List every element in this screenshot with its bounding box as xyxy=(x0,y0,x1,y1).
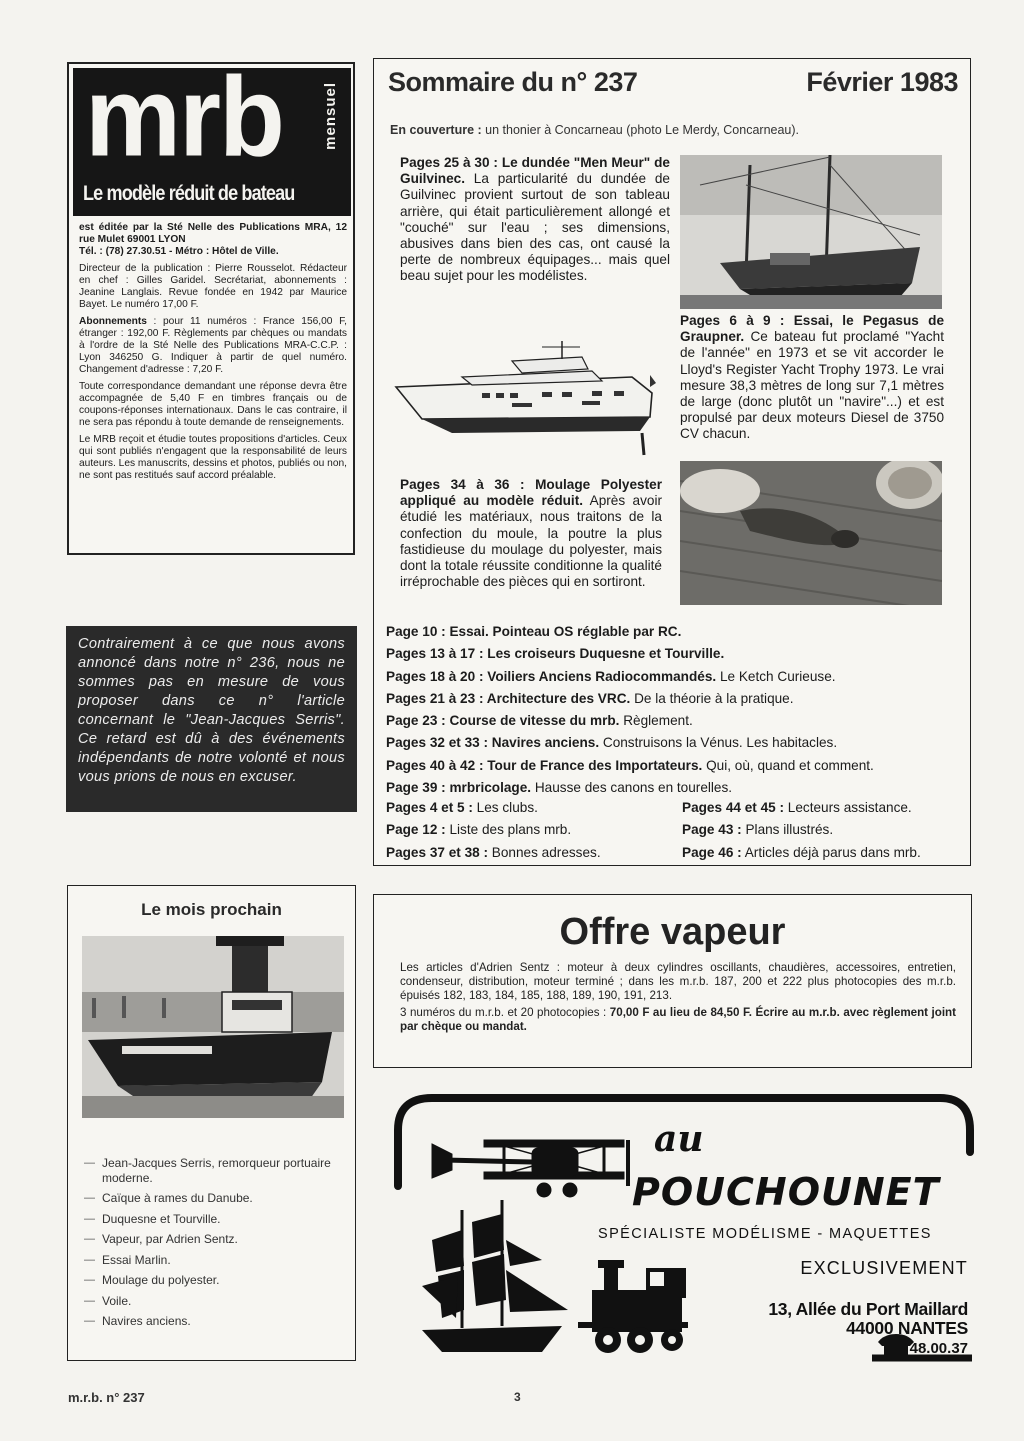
ad-au-word: au xyxy=(654,1118,704,1160)
publisher-info xyxy=(79,222,347,258)
toc-row xyxy=(386,666,960,688)
subscription-text: : pour 11 numéros : France 156,00 F, étranger : 192,00 F. Règlements par chèques ou mandats à l'ordre de la Sté Nelle des Publications MRA-C.C.P. : Lyon 346250 G. Indiquer à partir de quel numéro. Changement d'adresse : 7,20 F. xyxy=(79,316,347,375)
toc-desc: Plans illustrés. xyxy=(741,822,834,838)
sommaire-title: Sommaire du n° 237 xyxy=(388,67,638,97)
article-moulage-head: Pages 34 à 36 : Moulage Polyester appliqué au modèle réduit. xyxy=(400,477,662,509)
notice-box: Contrairement à ce que nous avons annoncé dans notre n° 236, nous ne sommes pas en mesure de vous proposer dans ce n° l'article concernant le "Jean-Jacques Serris". Ce retard est dû à des événements indépendants de notre volonté et nous vous prions de nous en excuser. xyxy=(66,626,357,812)
locomotive-icon xyxy=(578,1260,688,1353)
toc-pages: Page 10 : Essai. Pointeau OS réglable par RC. xyxy=(386,624,682,639)
toc-desc: Qui, où, quand et comment. xyxy=(702,757,874,773)
list-item: — Vapeur, par Adrien Sentz. xyxy=(84,1232,342,1247)
toc-pages: Page 43 : xyxy=(682,822,742,838)
toc-row xyxy=(682,797,921,819)
toc-pages: Pages 32 et 33 : Navires anciens. xyxy=(386,735,600,751)
toc-pages: Page 23 : Course de vitesse du mrb. xyxy=(386,713,620,729)
subscription-label: Abonnements xyxy=(79,316,147,327)
toc-pages: Page 46 : xyxy=(682,844,742,860)
toc-pages: Pages 18 à 20 : Voiliers Anciens Radiocommandés. xyxy=(386,668,717,684)
toc-row xyxy=(386,732,960,754)
proposals-info: Le MRB reçoit et étudie toutes propositions d'articles. Ceux qui sont publiés n'engagent que la responsabilité de leurs auteurs. Les manuscrits, dessins et photos, publiés ou non, ne sont pas restitués sauf accord préalable. xyxy=(79,434,347,481)
staff-info: Directeur de la publication : Pierre Rousselot. Rédacteur en chef : Gilles Garidel. Secrétariat, abonnements : Jeanine Langlais. Revue fondée en 1942 par Maurice Bayet. Le numéro 17,00 F. xyxy=(79,263,347,310)
list-item: — Jean-Jacques Serris, remorqueur portuaire moderne. xyxy=(84,1156,342,1185)
mrb-tagline: Le modèle réduit de bateau xyxy=(83,182,295,205)
article-dundee-head: Pages 25 à 30 : Le dundée "Men Meur" de Guilvinec. xyxy=(400,155,670,187)
toc-right-column xyxy=(682,797,921,864)
toc-pages: Page 12 : xyxy=(386,822,446,838)
ad-specialty: SPÉCIALISTE MODÉLISME - MAQUETTES xyxy=(598,1226,932,1242)
toc-row xyxy=(386,688,960,710)
toc-desc: Lecteurs assistance. xyxy=(784,800,912,815)
pouchounet-ad xyxy=(392,1090,974,1366)
toc-pages: Pages 40 à 42 : Tour de France des Importateurs. xyxy=(386,757,703,773)
dundee-photo xyxy=(680,155,942,309)
steam-offer-price xyxy=(400,1006,956,1034)
cover-label: En couverture : xyxy=(390,123,482,137)
toc-row xyxy=(386,755,960,777)
list-item: — Essai Marlin. xyxy=(84,1253,342,1268)
tugboat-photo-drawing xyxy=(82,936,344,1118)
article-moulage xyxy=(400,477,662,590)
sommaire-date: Février 1983 xyxy=(806,67,958,97)
ad-address-street: 13, Allée du Port Maillard xyxy=(768,1299,968,1319)
publisher-phone: Tél. : (78) 27.30.51 - Métro : Hôtel de Ville. xyxy=(79,246,279,257)
toc-pages: Pages 21 à 23 : Architecture des VRC. xyxy=(386,690,631,706)
article-pegasus xyxy=(680,313,944,443)
ad-exclusively: EXCLUSIVEMENT xyxy=(800,1258,968,1278)
toc-pages: Pages 37 et 38 : xyxy=(386,844,489,860)
next-month-list xyxy=(84,1156,342,1335)
toc-desc: Le Ketch Curieuse. xyxy=(716,668,836,684)
list-item: — Moulage du polyester. xyxy=(84,1273,342,1288)
sommaire-box xyxy=(373,58,971,866)
toc-left-column xyxy=(386,797,601,864)
steam-offer-box xyxy=(373,894,972,1068)
article-dundee xyxy=(400,155,670,285)
steam-offer-articles: Les articles d'Adrien Sentz : moteur à deux cylindres oscillants, chaudières, accessoires, entretien, condenseur, distribution, moteur terminé ; dans les m.r.b. 187, 200 et 222 plus photocopies des m.r.b. épuisés 182, 183, 184, 185, 188, 189, 190, 191, 213. xyxy=(400,961,956,1002)
mrb-logo-letters: mrb xyxy=(85,68,284,180)
toc-desc: Liste des plans mrb. xyxy=(445,822,572,838)
steam-offer-price-plain: 3 numéros du m.r.b. et 20 photocopies : xyxy=(400,1006,610,1019)
moulage-photo xyxy=(680,461,942,605)
pegasus-yacht-drawing xyxy=(392,337,662,459)
tugboat-photo xyxy=(82,936,344,1118)
steam-offer-price-bold: 70,00 F au lieu de 84,50 F. Écrire au m.r.b. avec règlement joint par chèque ou mandat. xyxy=(400,1006,956,1033)
ad-address-city: 44000 NANTES xyxy=(846,1318,968,1338)
ad-brand-name: POUCHOUNET xyxy=(632,1170,940,1214)
next-month-box xyxy=(67,885,356,1361)
toc-row xyxy=(386,842,601,864)
cover-line xyxy=(390,123,799,137)
next-month-title: Le mois prochain xyxy=(141,900,282,919)
toc-desc: Articles déjà parus dans mrb. xyxy=(741,844,921,860)
toc-desc: Bonnes adresses. xyxy=(488,844,601,860)
toc-row xyxy=(386,819,601,841)
mrb-logo xyxy=(73,68,351,216)
ad-phone-number: 48.00.37 xyxy=(909,1340,968,1357)
list-item: — Navires anciens. xyxy=(84,1314,342,1329)
toc-pages: Pages 4 et 5 : xyxy=(386,800,473,815)
pegasus-drawing xyxy=(392,337,662,459)
toc-pages: Pages 44 et 45 : xyxy=(682,800,785,815)
article-dundee-text: La particularité du dundée de Guilvinec provient surtout de son tableau arrière, qui était particulièrement allongé et "couché" sur l'eau ; ses dimensions, abusives dans bien des cas, ont causé la perte de nombreux équipages... mais quel beau sujet pour les modélistes. xyxy=(400,171,670,284)
toc-pages: Pages 13 à 17 : Les croiseurs Duquesne et Tourville. xyxy=(386,646,725,662)
mensuel-label: mensuel xyxy=(322,82,339,150)
masthead-text xyxy=(79,222,347,487)
toc-row xyxy=(386,621,960,643)
toc-desc: Règlement. xyxy=(619,713,693,729)
toc-pages: Page 39 : mrbricolage. xyxy=(386,780,532,796)
article-moulage-text: Après avoir étudié les matériaux, nous traitons de la confection du moule, la poutre la plus fastidieuse du moulage du polyester, mais dont la totale réussite conditionne la qualité irréprochable des pièces qui en sortiront. xyxy=(400,493,662,590)
biplane-icon xyxy=(432,1140,628,1197)
list-item: — Voile. xyxy=(84,1294,342,1309)
toc-row xyxy=(682,842,921,864)
toc-desc: De la théorie à la pratique. xyxy=(630,690,794,706)
subscription-info xyxy=(79,316,347,376)
toc-list xyxy=(386,621,960,799)
dundee-photo-drawing xyxy=(680,155,942,309)
article-pegasus-text: Ce bateau fut proclamé "Yacht de l'année" en 1973 et se vit accorder le Lloyd's Register Yacht Trophy 1973. Le vrai mesure 38,3 mètres de long sur 7,1 mètres de large (donc plutôt un "navire"...) et est propulsé par deux moteurs Diesel de 3750 CV chacun. xyxy=(680,329,944,442)
list-item: — Duquesne et Tourville. xyxy=(84,1212,342,1227)
toc-desc: Construisons la Vénus. Les habitacles. xyxy=(599,735,838,751)
toc-row xyxy=(682,819,921,841)
publisher-address: est éditée par la Sté Nelle des Publications MRA, 12 rue Mulet 69001 LYON xyxy=(79,222,347,245)
masthead-box xyxy=(67,62,355,555)
article-pegasus-head: Pages 6 à 9 : Essai, le Pegasus de Graupner. xyxy=(680,313,944,345)
page-number: 3 xyxy=(514,1390,521,1404)
correspondence-info: Toute correspondance demandant une réponse devra être accompagnée de 5,40 F en timbres français ou de coupons-réponses internationaux. Dans le cas contraire, il ne sera pas répondu à toute demande de renseignements. xyxy=(79,381,347,428)
toc-row xyxy=(386,643,960,665)
sailing-ship-icon xyxy=(422,1200,568,1352)
ad-address xyxy=(768,1300,968,1338)
list-item: — Caïque à rames du Danube. xyxy=(84,1191,342,1206)
cover-text: un thonier à Concarneau (photo Le Merdy, Concarneau). xyxy=(481,123,800,137)
toc-desc: Les clubs. xyxy=(472,800,538,815)
moulage-photo-drawing xyxy=(680,461,942,605)
footer-issue: m.r.b. n° 237 xyxy=(68,1390,145,1405)
steam-offer-text xyxy=(400,961,956,1037)
toc-row xyxy=(386,710,960,732)
steam-offer-title: Offre vapeur xyxy=(559,911,786,953)
toc-row xyxy=(386,797,601,819)
toc-desc: Hausse des canons en tourelles. xyxy=(531,780,733,796)
